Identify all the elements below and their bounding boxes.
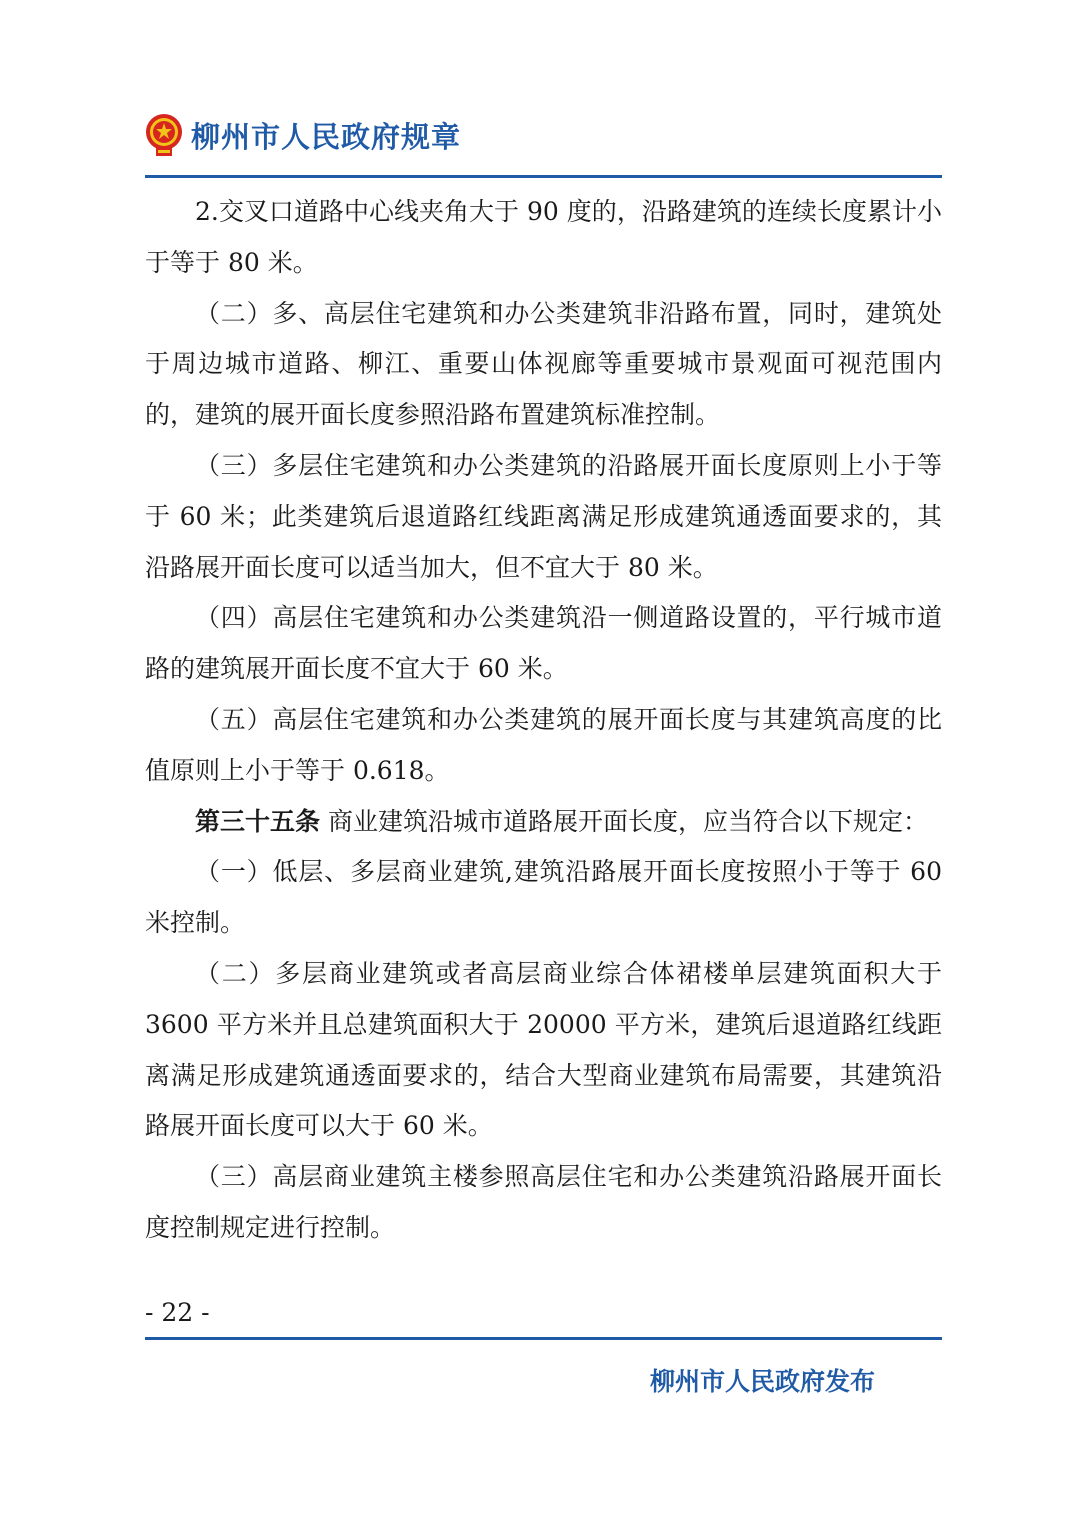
national-emblem-icon bbox=[145, 112, 183, 158]
paragraph: （三）多层住宅建筑和办公类建筑的沿路展开面长度原则上小于等于 60 米；此类建筑后退道路红线距离满足形成建筑通透面要求的，其沿路展开面长度可以适当加大，但不宜大于 80 米。 bbox=[145, 450, 942, 582]
paragraph: （三）高层商业建筑主楼参照高层住宅和办公类建筑沿路展开面长度控制规定进行控制。 bbox=[145, 1162, 942, 1242]
header-title: 柳州市人民政府规章 bbox=[191, 119, 462, 154]
document-body bbox=[145, 187, 942, 1254]
paragraph: 2.交叉口道路中心线夹角大于 90 度的，沿路建筑的连续长度累计小于等于 80 米。 bbox=[145, 197, 942, 277]
footer-publisher: 柳州市人民政府发布 bbox=[650, 1367, 876, 1396]
header-divider bbox=[145, 175, 942, 178]
paragraph: （一）低层、多层商业建筑,建筑沿路展开面长度按照小于等于 60 米控制。 bbox=[145, 857, 942, 938]
article-paragraph: 第三十五条 商业建筑沿城市道路展开面长度，应当符合以下规定： bbox=[195, 806, 928, 836]
article-number: 第三十五条 bbox=[195, 806, 321, 836]
paragraph: （二）多层商业建筑或者高层商业综合体裙楼单层建筑面积大于 3600 平方米并且总建筑面积大于 20000 平方米，建筑后退道路红线距离满足形成建筑通透面要求的，结合大型商业建筑布局需要，其建筑沿路展开面长度可以大于 60 米。 bbox=[145, 958, 942, 1141]
paragraph: （二）多、高层住宅建筑和办公类建筑非沿路布置，同时，建筑处于周边城市道路、柳江、重要山体视廊等重要城市景观面可视范围内的，建筑的展开面长度参照沿路布置建筑标准控制。 bbox=[145, 298, 942, 430]
paragraph: （五）高层住宅建筑和办公类建筑的展开面长度与其建筑高度的比值原则上小于等于 0.618。 bbox=[145, 704, 942, 785]
paragraph: （四）高层住宅建筑和办公类建筑沿一侧道路设置的，平行城市道路的建筑展开面长度不宜大于 60 米。 bbox=[145, 603, 942, 684]
page-header bbox=[145, 112, 461, 158]
page-number: - 22 - bbox=[145, 1298, 210, 1327]
footer-divider bbox=[145, 1337, 942, 1340]
